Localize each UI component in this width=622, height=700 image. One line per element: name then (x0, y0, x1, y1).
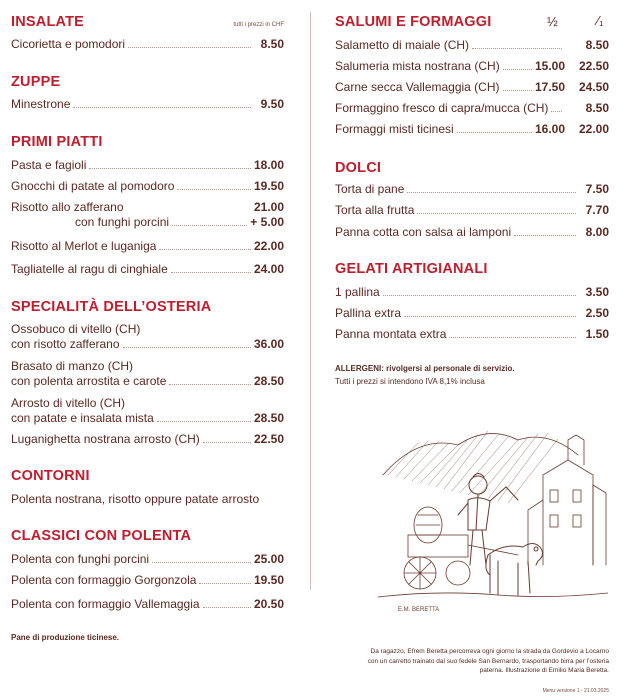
item-name-line: Arrosto di vitello (CH) (11, 396, 126, 410)
menu-item (11, 552, 284, 567)
menu-item-addon (75, 215, 284, 230)
item-name: Cicorietta e pomodori (11, 37, 126, 51)
menu-item (335, 225, 609, 240)
menu-item (11, 239, 284, 254)
item-price: 28.50 (253, 374, 284, 388)
item-name: con patate e insalata mista (11, 411, 154, 425)
menu-item (11, 573, 284, 588)
section-title-classici: CLASSICI CON POLENTA (11, 528, 192, 544)
sketch-illustration (378, 415, 608, 615)
section-title-dolci: DOLCI (335, 160, 382, 176)
menu-item (335, 182, 609, 197)
item-name: Salametto di maiale (CH) (335, 38, 470, 52)
menu-item (11, 411, 284, 426)
menu-item (11, 262, 284, 277)
menu-item (11, 97, 284, 112)
menu-item (335, 80, 609, 95)
item-price-half: 17.50 (534, 80, 565, 94)
menu-item (335, 285, 609, 300)
item-name: Pasta e fagioli (11, 158, 87, 172)
item-price: 20.50 (253, 597, 284, 611)
item-name: Risotto allo zafferano (11, 200, 124, 214)
item-price: 19.50 (253, 573, 284, 587)
item-price: 2.50 (585, 306, 609, 320)
artist-signature: E.M. BERETTA (398, 607, 440, 613)
item-price-full: 8.50 (585, 38, 609, 52)
menu-item (11, 179, 284, 194)
item-price-full: 8.50 (585, 101, 609, 115)
illustration-caption: Da ragazzo, Efrem Beretta percorreva ogni giorno la strada da Gordevio a Locarno con un carretto trainato dal suo fedele San Bernardo, trasportando birra per l’osteria paterna. Illustrazione di Emilio Maria Beretta. (367, 648, 609, 674)
section-title-gelati: GELATI ARTIGIANALI (335, 261, 488, 277)
item-name: Luganighetta nostrana arrosto (CH) (11, 432, 200, 446)
item-price: 24.00 (253, 262, 284, 276)
menu-item (11, 37, 284, 52)
item-name: Formaggi misti ticinesi (335, 122, 454, 136)
menu-item (335, 306, 609, 321)
column-divider (310, 12, 311, 590)
menu-item (11, 200, 284, 215)
menu-item (335, 59, 609, 74)
full-portion-header: ⁄₁ (597, 13, 604, 28)
item-price: 8.50 (260, 37, 284, 51)
item-name: 1 pallina (335, 285, 380, 299)
item-price-full: 22.00 (578, 122, 609, 136)
currency-note: tutti i prezzi in CHF (233, 22, 284, 28)
item-name-line: Brasato di manzo (CH) (11, 359, 134, 373)
item-price: 22.50 (253, 432, 284, 446)
contorni-text: Polenta nostrana, risotto oppure patate arrosto (11, 492, 260, 506)
menu-item (335, 101, 609, 116)
item-name-line: Ossobuco di vitello (CH) (11, 322, 141, 336)
boy-figure (458, 474, 518, 566)
item-name: Minestrone (11, 97, 71, 111)
vat-note: Tutti i prezzi si intendono IVA 8,1% inclusa (335, 377, 485, 386)
item-price-full: 22.50 (578, 59, 609, 73)
dog (486, 544, 543, 596)
half-portion-header: ½ (547, 14, 558, 29)
item-name: Carne secca Vallemaggia (CH) (335, 80, 500, 94)
menu-item (335, 122, 609, 137)
section-title-zuppe: ZUPPE (11, 74, 61, 90)
menu-item (335, 38, 609, 53)
item-price: 7.50 (585, 182, 609, 196)
menu-item (11, 337, 284, 352)
item-name: Torta alla frutta (335, 203, 415, 217)
item-name: Salumeria mista nostrana (CH) (335, 59, 500, 73)
bread-note: Pane di produzione ticinese. (11, 633, 120, 642)
item-name: Polenta con funghi porcini (11, 552, 150, 566)
item-name: Risotto al Merlot e luganiga (11, 239, 157, 253)
menu-version: Menu versione 1 - 21.03.2025 (542, 688, 609, 694)
item-name: Panna montata extra (335, 327, 447, 341)
section-title-specialita: SPECIALITÀ DELL’OSTERIA (11, 299, 212, 315)
menu-item (335, 203, 609, 218)
item-price: 21.00 (253, 200, 284, 214)
section-title-contorni: CONTORNI (11, 468, 90, 484)
item-name: Polenta con formaggio Vallemaggia (11, 597, 200, 611)
village-buildings (528, 435, 606, 565)
section-title-salumi: SALUMI E FORMAGGI (335, 14, 492, 30)
item-name: con funghi porcini (75, 215, 170, 229)
item-price: 7.70 (585, 203, 609, 217)
item-price-full: 24.50 (578, 80, 609, 94)
item-name: con polenta arrostita e carote (11, 374, 167, 388)
section-title-primi: PRIMI PIATTI (11, 134, 103, 150)
item-name: Polenta con formaggio Gorgonzola (11, 573, 197, 587)
item-price: + 5.00 (250, 215, 284, 229)
item-price-half: 15.00 (534, 59, 565, 73)
item-price: 28.50 (253, 411, 284, 425)
item-price: 25.00 (253, 552, 284, 566)
item-price-half: 16.00 (534, 122, 565, 136)
item-price: 1.50 (585, 327, 609, 341)
allergen-note: ALLERGENI: rivolgersi al personale di servizio. (335, 364, 515, 373)
item-price: 22.00 (253, 239, 284, 253)
menu-item (11, 597, 284, 612)
item-price: 3.50 (585, 285, 609, 299)
item-name: Torta di pane (335, 182, 405, 196)
item-price: 36.00 (253, 337, 284, 351)
menu-item (11, 374, 284, 389)
menu-item (11, 432, 284, 447)
item-price: 18.00 (253, 158, 284, 172)
item-name: con risotto zafferano (11, 337, 120, 351)
item-name: Pallina extra (335, 306, 402, 320)
section-title-insalate: INSALATE (11, 14, 85, 30)
item-price: 19.50 (253, 179, 284, 193)
menu-item (335, 327, 609, 342)
item-name: Gnocchi di patate al pomodoro (11, 179, 175, 193)
item-name: Panna cotta con salsa ai lamponi (335, 225, 512, 239)
item-name: Tagliatelle al ragu di cinghiale (11, 262, 168, 276)
item-name: Formaggino fresco di capra/mucca (CH) (335, 101, 549, 115)
menu-item (11, 158, 284, 173)
ground-line (378, 593, 608, 597)
item-price: 8.00 (585, 225, 609, 239)
item-price: 9.50 (260, 97, 284, 111)
